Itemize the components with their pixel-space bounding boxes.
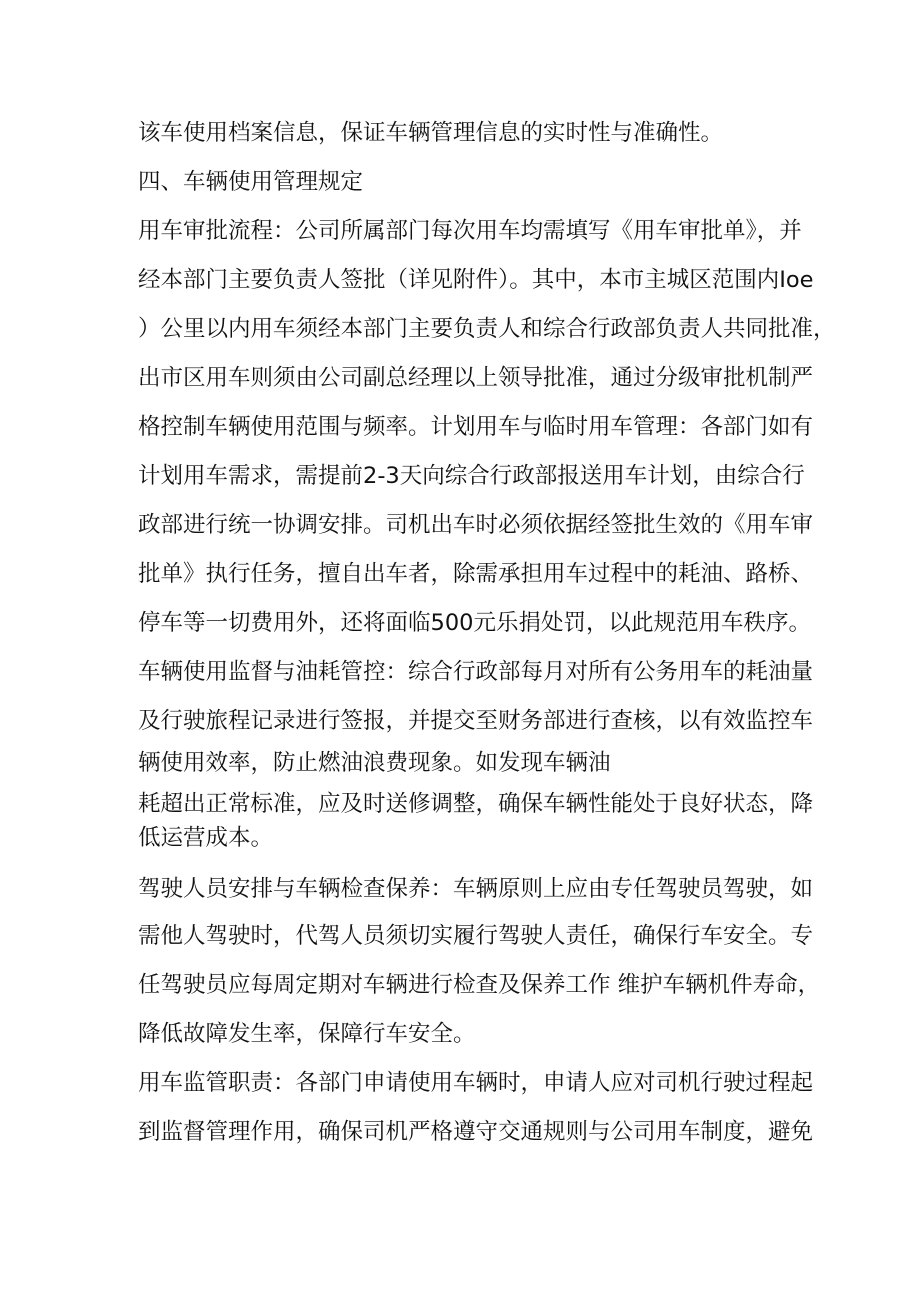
- text-line: 耗超出正常标准，应及时送修调整，确保车辆性能处于良好状态，降: [138, 791, 814, 817]
- text-line: 低运营成本。: [138, 825, 274, 851]
- text-line: 计划用车需求，需提前2-3天向综合行政部报送用车计划，由综合行: [138, 463, 805, 489]
- text-line: 降低故障发生率，保障行车安全。: [138, 1021, 476, 1047]
- text-line: 驾驶人员安排与车辆检查保养：车辆原则上应由专任驾驶员驾驶，如: [138, 876, 814, 902]
- text-line: 出市区用车则须由公司副总经理以上领导批准，通过分级审批机制严: [138, 365, 814, 391]
- text-line: 该车使用档案信息，保证车辆管理信息的实时性与准确性。: [138, 120, 724, 146]
- text-line: 到监督管理作用，确保司机严格遵守交通规则与公司用车制度，避免: [138, 1119, 814, 1145]
- text-line: 批单》执行任务，擅自出车者，除需承担用车过程中的耗油、路桥、: [138, 561, 814, 587]
- text-line: 辆使用效率，防止燃油浪费现象。如发现车辆油: [138, 750, 611, 776]
- text-line: 车辆使用监督与油耗管控：综合行政部每月对所有公务用车的耗油量: [138, 659, 814, 685]
- text-line: 用车审批流程：公司所属部门每次用车均需填写《用车审批单》，并: [138, 218, 802, 244]
- text-line: ）公里以内用车须经本部门主要负责人和综合行政部负责人共同批准，: [138, 316, 836, 342]
- text-line: 政部进行统一协调安排。司机出车时必须依据经签批生效的《用车审: [138, 512, 814, 538]
- text-line: 经本部门主要负责人签批（详见附件）。其中，本市主城区范围内Ioe: [138, 267, 814, 293]
- text-line: 需他人驾驶时，代驾人员须切实履行驾驶人责任，确保行车安全。专: [138, 923, 814, 949]
- section-heading: 四、车辆使用管理规定: [138, 169, 364, 195]
- text-line: 及行驶旅程记录进行签报，并提交至财务部进行查核，以有效监控车: [138, 708, 814, 734]
- text-line: 用车监管职责：各部门申请使用车辆时，申请人应对司机行驶过程起: [138, 1070, 814, 1096]
- text-line: 停车等一切费用外，还将面临500元乐捐处罚，以此规范用车秩序。: [138, 610, 811, 636]
- text-line: 格控制车辆使用范围与频率。计划用车与临时用车管理：各部门如有: [138, 414, 814, 440]
- text-line: 任驾驶员应每周定期对车辆进行检查及保养工作 维护车辆机件寿命，: [138, 972, 821, 998]
